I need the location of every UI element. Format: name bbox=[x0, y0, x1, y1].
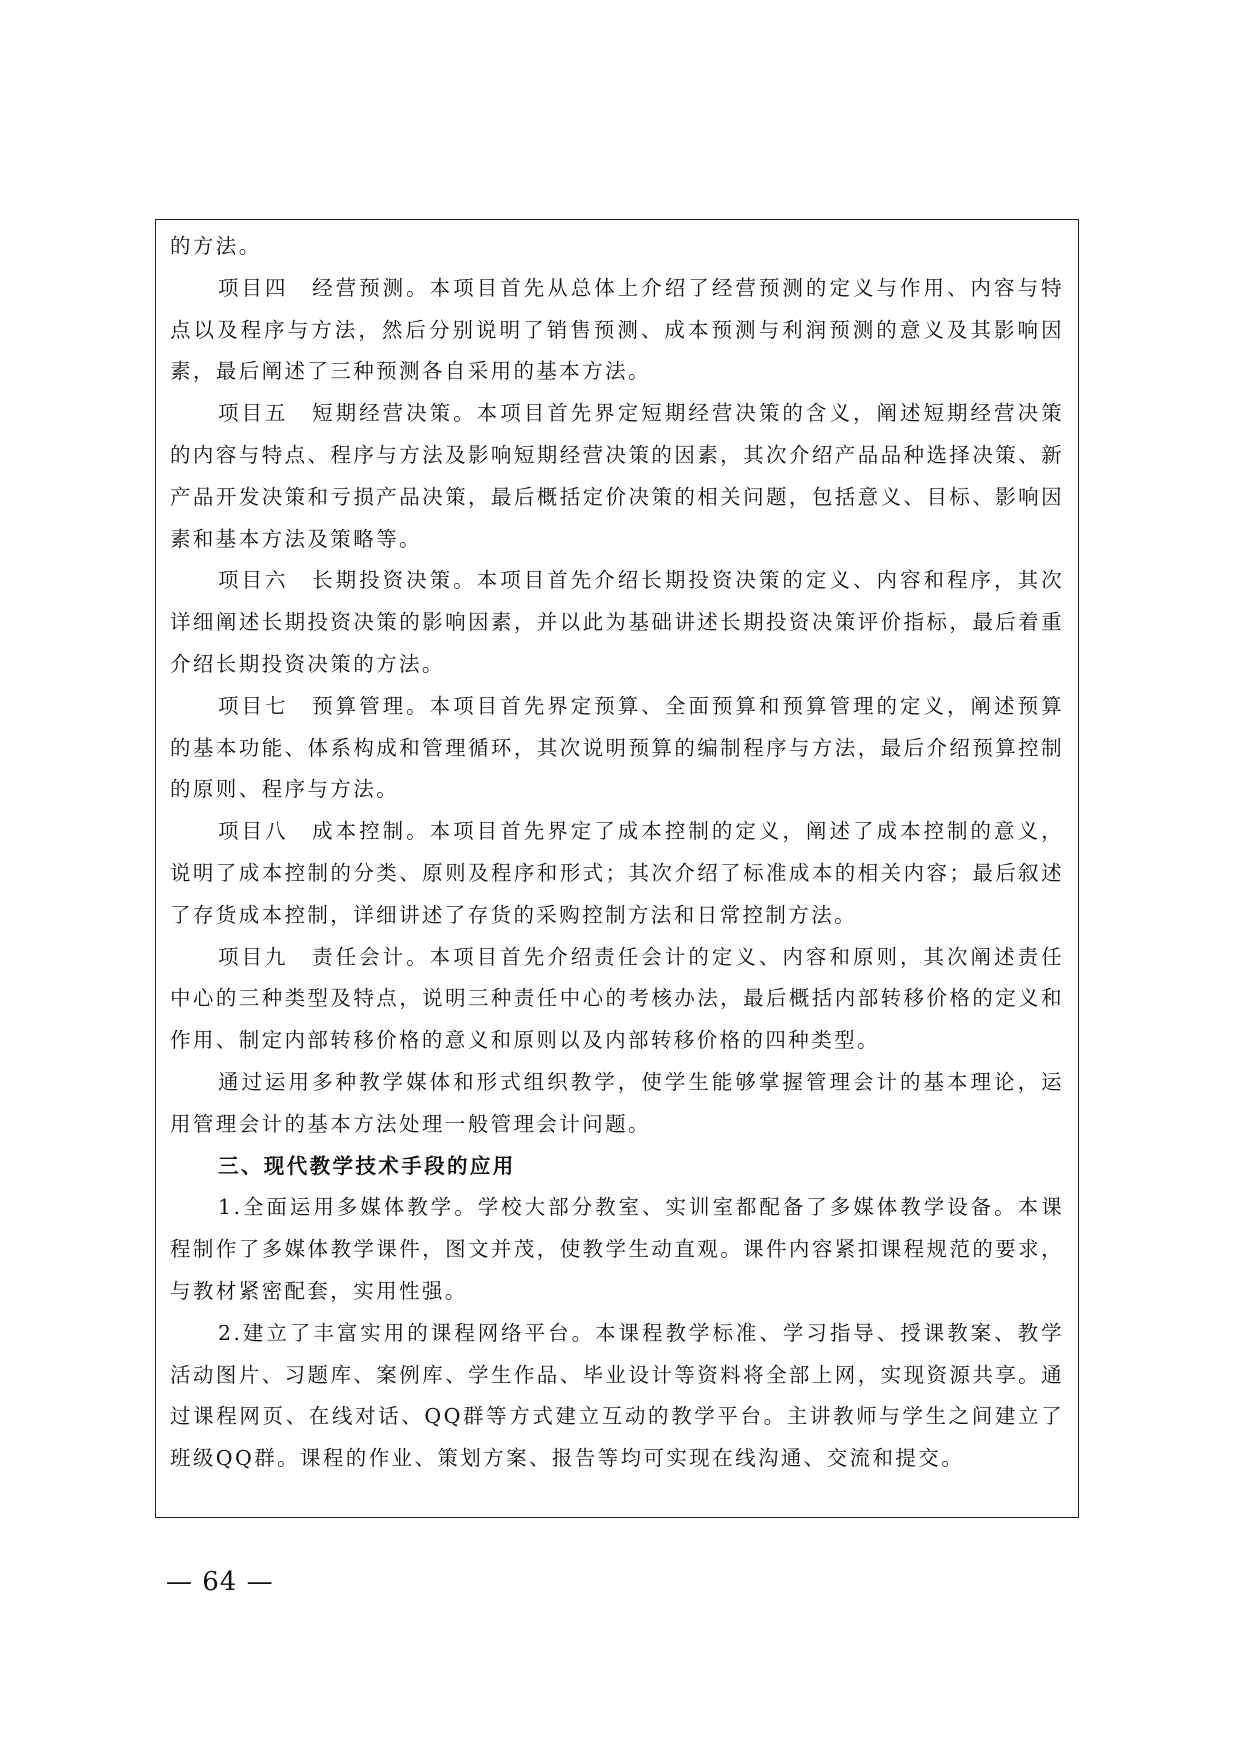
page-number: — 64 — bbox=[166, 1567, 274, 1597]
paragraph-project-5: 项目五 短期经营决策。本项目首先界定短期经营决策的含义，阐述短期经营决策的内容与特点、程序与方法及影响短期经营决策的因素，其次介绍产品品种选择决策、新产品开发决策和亏损产品决策，最后概括定价决策的相关问题，包括意义、目标、影响因素和基本方法及策略等。 bbox=[170, 401, 1064, 551]
paragraph-summary: 通过运用多种教学媒体和形式组织教学，使学生能够掌握管理会计的基本理论，运用管理会计的基本方法处理一般管理会计问题。 bbox=[170, 1069, 1064, 1136]
paragraph-project-7: 项目七 预算管理。本项目首先界定预算、全面预算和预算管理的定义，阐述预算的基本功能、体系构成和管理循环，其次说明预算的编制程序与方法，最后介绍预算控制的原则、程序与方法。 bbox=[170, 693, 1064, 802]
section-heading: 三、现代教学技术手段的应用 bbox=[218, 1153, 516, 1178]
paragraph-project-9: 项目九 责任会计。本项目首先介绍责任会计的定义、内容和原则，其次阐述责任中心的三种类型及特点，说明三种责任中心的考核办法，最后概括内部转移价格的定义和作用、制定内部转移价格的意义和原则以及内部转移价格的四种类型。 bbox=[170, 944, 1064, 1053]
paragraph-multimedia: 1.全面运用多媒体教学。学校大部分教室、实训室都配备了多媒体教学设备。本课程制作了多媒体教学课件，图文并茂，使教学生动直观。课件内容紧扣课程规范的要求，与教材紧密配套，实用性强。 bbox=[170, 1195, 1064, 1303]
paragraph-project-6: 项目六 长期投资决策。本项目首先介绍长期投资决策的定义、内容和程序，其次详细阐述长期投资决策的影响因素，并以此为基础讲述长期投资决策评价指标，最后着重介绍长期投资决策的方法。 bbox=[170, 568, 1064, 676]
paragraph-project-4: 项目四 经营预测。本项目首先从总体上介绍了经营预测的定义与作用、内容与特点以及程序与方法，然后分别说明了销售预测、成本预测与利润预测的意义及其影响因素，最后阐述了三种预测各自采用的基本方法。 bbox=[170, 275, 1064, 384]
paragraph-network-platform: 2.建立了丰富实用的课程网络平台。本课程教学标准、学习指导、授课教案、教学活动图片、习题库、案例库、学生作品、毕业设计等资料将全部上网，实现资源共享。通过课程网页、在线对话、QQ群等方式建立互动的教学平台。主讲教师与学生之间建立了班级QQ群。课程的作业、策划方案、报告等均可实现在线沟通、交流和提交。 bbox=[170, 1320, 1064, 1471]
paragraph-project-8: 项目八 成本控制。本项目首先界定了成本控制的定义，阐述了成本控制的意义，说明了成本控制的分类、原则及程序和形式；其次介绍了标准成本的相关内容；最后叙述了存货成本控制，详细讲述了存货的采购控制方法和日常控制方法。 bbox=[170, 819, 1064, 927]
paragraph-continuation: 的方法。 bbox=[170, 234, 262, 258]
content-frame bbox=[155, 219, 1079, 1518]
